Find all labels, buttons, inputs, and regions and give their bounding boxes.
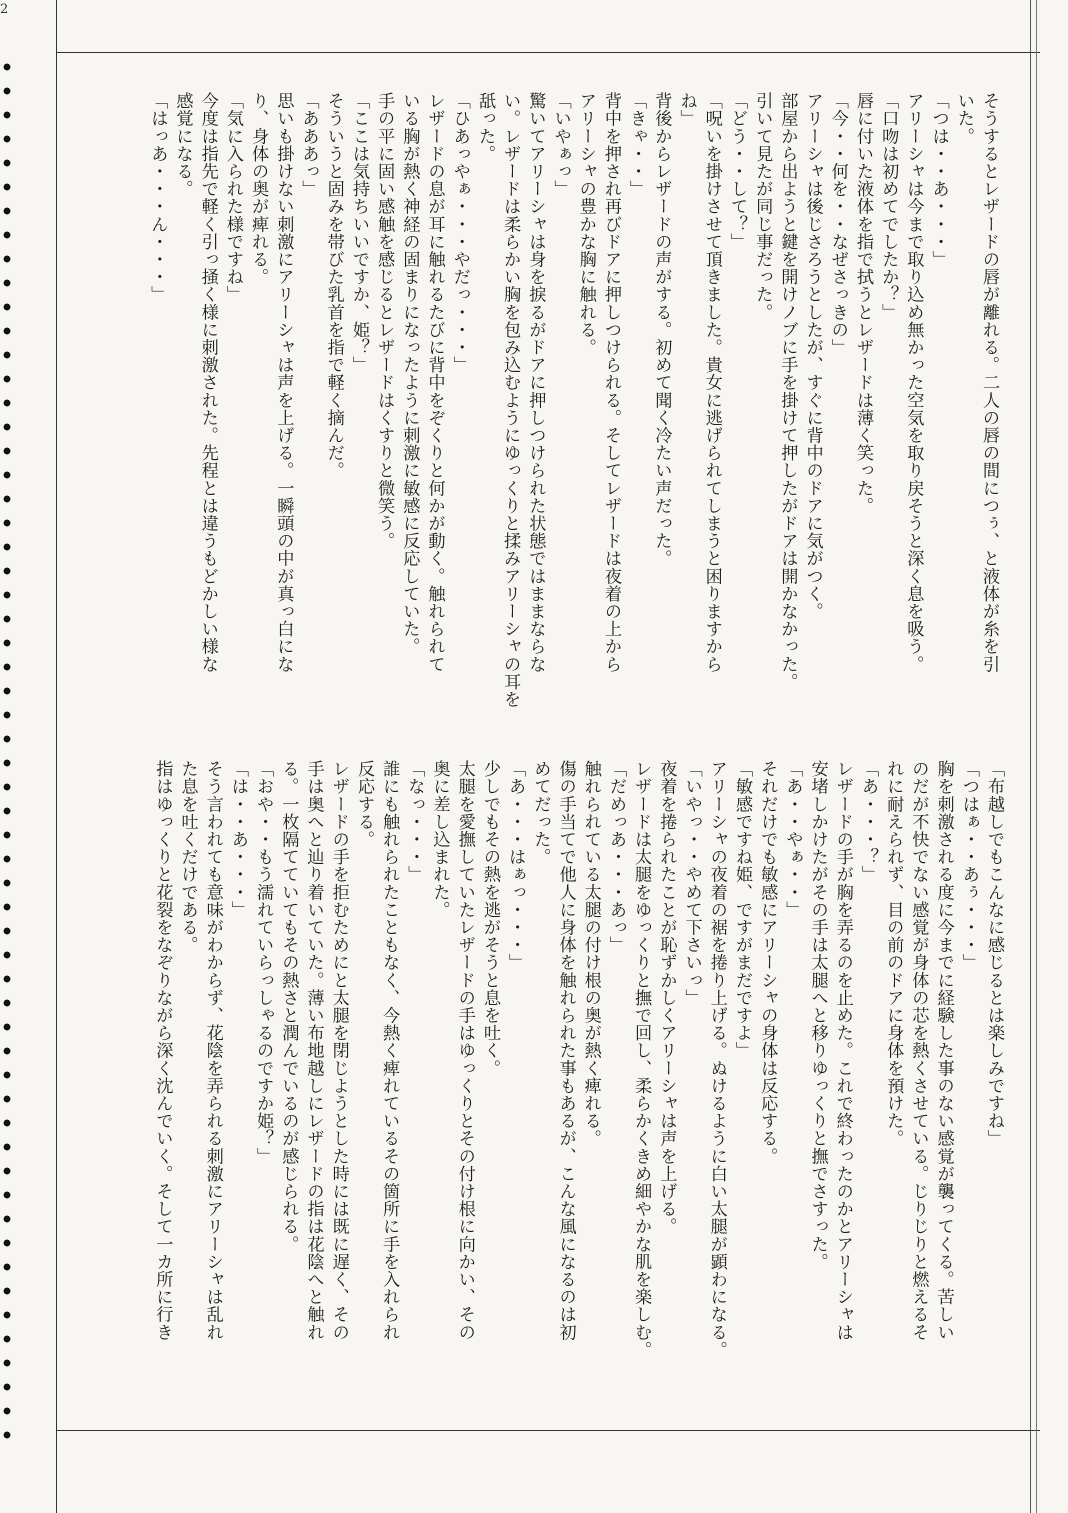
- frame-bottom-rule: [56, 1430, 1040, 1431]
- body-text-lower: 「布越しでもこんなに感じるとは楽しみですね」 「つはぁ・・あぅ・・・」 胸を刺激される度に今までに経験した事のない感覚が襲ってくる。苦しい のだが不快でない感覚が身体の芯を熱くさせている。じりじりと燃えるそ れに耐えられず、目の前のドアに身体を預けた。 「あ・・・？」 レザードの手が胸を弄るのを止めた。これで終わったのかとアリーシャは 安堵しかけたがその手は太腿へと移りゆっくりと撫でさすった。 「あ・・やぁ・・」 それだけでも敏感にアリーシャの身体は反応する。 「敏感ですね姫、ですがまだですよ」 アリーシャの夜着の裾を捲り上げる。ぬけるように白い太腿が顕わになる。 「いやっ・・やめて下さいっ」 夜着を捲られたことが恥ずかしくアリーシャは声を上げる。 レザードは太腿をゆっくりと撫で回し、柔らかくきめ細やかな肌を楽しむ。 「だめっあ・・・あっ」 触れられている太腿の付け根の奥が熱く痺れる。 傷の手当てで他人に身体を触れられた事もあるが、こんな風になるのは初 めてだった。 「あ・・・はぁっ・・・」 少しでもその熱を逃がそうと息を吐く。 太腿を愛撫していたレザードの手はゆっくりとその付け根に向かい、その 奥に差し込まれた。 「なっ・・・」 誰にも触れられたこともなく、今熱く痺れているその箇所に手を入れられ 反応する。 レザードの手を拒むためにと太腿を閉じようとした時には既に遅く、その 手は奥へと辿り着いていた。薄い布地越しにレザードの指は花陰へと触れ る。一枚隔てていてもその熱さと潤んでいるのが感じられる。 「おや・・もう濡れていらっしゃるのですか姫？」 「は・・あ・・・」 そう言われても意味がわからず、花陰を弄られる刺激にアリーシャは乱れ た息を吐くだけである。 指はゆっくりと花裂をなぞりながら深く沈んでいく。そして一カ所に行き: [152, 760, 1004, 1359]
- frame-right-rule: [1030, 0, 1031, 1513]
- frame-top-rule: [56, 52, 1040, 53]
- frame-right-rule-outer: [1036, 0, 1037, 1513]
- body-text-upper: そうするとレザードの唇が離れる。二人の唇の間につぅ、と液体が糸を引 いた。 「つは・・あ・・・」 アリーシャは今まで取り込め無かった空気を取り戻そうと深く息を吸う。 「口吻は初めてでしたか？」 唇に付いた液体を指で拭うとレザードは薄く笑った。 「今・・何を・・なぜさっきの」 アリーシャは後じさろうとしたが、すぐに背中のドアに気がつく。 部屋から出ようと鍵を開けノブに手を掛けて押したがドアは開かなかった。 引いて見たが同じ事だった。 「どう・・して？」 「呪いを掛けさせて頂きました。貴女に逃げられてしまうと困りますから ね」 背後からレザードの声がする。初めて聞く冷たい声だった。 「きゃ・・」 背中を押され再びドアに押しつけられる。そしてレザードは夜着の上から アリーシャの豊かな胸に触れる。 「いやぁっ」 驚いてアリーシャは身を捩るがドアに押しつけられた状態ではままならな い。レザードは柔らかい胸を包み込むようにゆっくりと揉みアリーシャの耳を 舐った。 「ひあっやぁ・・・やだっ・・・」 レザードの息が耳に触れるたびに背中をぞくりと何かが動く。触れられて いる胸が熱く神経の固まりになったように刺激に敏感に反応していた。 手の平に固い感触を感じるとレザードはくすりと微笑う。 「ここは気持ちいいですか、姫？」 そういうと固みを帯びた乳首を指で軽く摘んだ。 「あああっ」 思いも掛けない刺激にアリーシャは声を上げる。一瞬頭の中が真っ白にな り、身体の奥が痺れる。 「気に入られた様ですね」 今度は指先で軽く引っ掻く様に刺激された。先程とは違うもどかしい様な 感覚になる。 「はっあ・・・ん・・・」: [147, 92, 999, 708]
- frame-left-rule: [56, 0, 57, 1513]
- page-number: 2: [0, 2, 9, 17]
- spiral-binding: [2, 60, 16, 1440]
